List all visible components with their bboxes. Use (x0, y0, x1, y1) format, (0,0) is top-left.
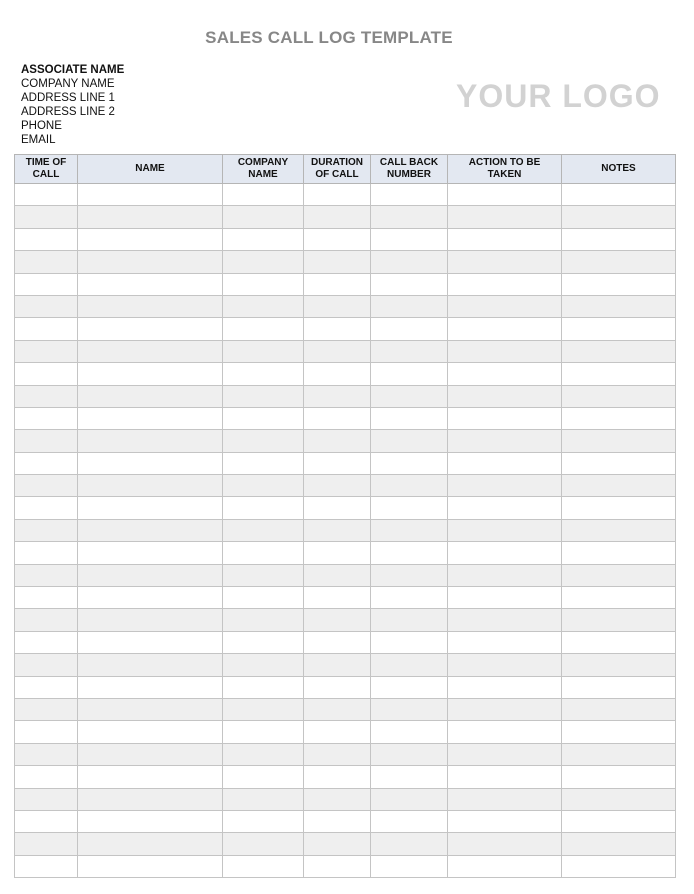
table-cell[interactable] (448, 385, 562, 407)
table-cell[interactable] (448, 340, 562, 362)
column-header-line: CALL (32, 169, 60, 180)
table-cell[interactable] (78, 184, 223, 206)
table-row (15, 497, 676, 519)
table-cell[interactable] (562, 184, 676, 206)
table-row (15, 743, 676, 765)
table-body (15, 184, 676, 878)
table-cell[interactable] (15, 318, 78, 340)
table-cell[interactable] (448, 273, 562, 295)
table-cell[interactable] (448, 475, 562, 497)
table-cell[interactable] (371, 654, 448, 676)
table-cell[interactable] (448, 587, 562, 609)
table-cell[interactable] (223, 228, 304, 250)
table-cell[interactable] (448, 631, 562, 653)
table-cell[interactable] (562, 475, 676, 497)
table-cell[interactable] (223, 206, 304, 228)
table-cell[interactable] (304, 609, 371, 631)
table-cell[interactable] (304, 206, 371, 228)
table-cell[interactable] (15, 766, 78, 788)
table-cell[interactable] (223, 698, 304, 720)
table-cell[interactable] (562, 497, 676, 519)
table-cell[interactable] (78, 407, 223, 429)
table-cell[interactable] (304, 788, 371, 810)
table-cell[interactable] (448, 833, 562, 855)
table-cell[interactable] (562, 855, 676, 877)
column-header-line: NUMBER (387, 169, 431, 180)
table-row (15, 251, 676, 273)
table-cell[interactable] (562, 609, 676, 631)
table-cell[interactable] (448, 766, 562, 788)
table-cell[interactable] (15, 430, 78, 452)
column-header-line: TIME OF (25, 157, 67, 168)
table-cell[interactable] (78, 430, 223, 452)
table-cell[interactable] (78, 340, 223, 362)
column-header (223, 155, 304, 184)
table-cell[interactable] (448, 788, 562, 810)
table-cell[interactable] (371, 385, 448, 407)
table-cell[interactable] (562, 295, 676, 317)
table-cell[interactable] (223, 184, 304, 206)
table-cell[interactable] (371, 587, 448, 609)
table-cell[interactable] (15, 251, 78, 273)
table-cell[interactable] (371, 273, 448, 295)
table-row (15, 385, 676, 407)
table-cell[interactable] (15, 497, 78, 519)
column-header-line: NAME (135, 163, 165, 174)
column-header-line: COMPANY (237, 157, 289, 168)
table-cell[interactable] (15, 452, 78, 474)
table-cell[interactable] (448, 228, 562, 250)
email: EMAIL (21, 134, 56, 146)
table-cell[interactable] (371, 542, 448, 564)
table-cell[interactable] (15, 609, 78, 631)
table-cell[interactable] (78, 475, 223, 497)
table-cell[interactable] (371, 788, 448, 810)
table-cell[interactable] (371, 340, 448, 362)
table-cell[interactable] (15, 385, 78, 407)
column-header-line: NOTES (601, 163, 636, 174)
table-cell[interactable] (562, 654, 676, 676)
table-cell[interactable] (304, 542, 371, 564)
table-cell[interactable] (562, 340, 676, 362)
table-cell[interactable] (304, 340, 371, 362)
table-cell[interactable] (15, 631, 78, 653)
table-cell[interactable] (562, 363, 676, 385)
associate-name: ASSOCIATE NAME (21, 64, 125, 76)
table-cell[interactable] (371, 833, 448, 855)
table-cell[interactable] (562, 430, 676, 452)
table-cell[interactable] (223, 564, 304, 586)
table-cell[interactable] (304, 833, 371, 855)
column-header-line: NAME (248, 169, 278, 180)
column-header (304, 155, 371, 184)
table-cell[interactable] (223, 251, 304, 273)
table-cell[interactable] (371, 631, 448, 653)
table-cell[interactable] (562, 788, 676, 810)
table-cell[interactable] (223, 430, 304, 452)
table-row (15, 206, 676, 228)
table-cell[interactable] (223, 295, 304, 317)
table-cell[interactable] (78, 631, 223, 653)
column-header (78, 155, 223, 184)
table-row (15, 698, 676, 720)
table-cell[interactable] (562, 721, 676, 743)
table-cell[interactable] (562, 228, 676, 250)
table-cell[interactable] (371, 564, 448, 586)
column-header-line: DURATION (310, 157, 364, 168)
table-row (15, 273, 676, 295)
table-cell[interactable] (15, 721, 78, 743)
table-row (15, 519, 676, 541)
table-cell[interactable] (78, 542, 223, 564)
table-cell[interactable] (78, 766, 223, 788)
table-cell[interactable] (15, 363, 78, 385)
table-cell[interactable] (304, 564, 371, 586)
table-cell[interactable] (223, 609, 304, 631)
table-cell[interactable] (448, 251, 562, 273)
table-cell[interactable] (371, 698, 448, 720)
table-cell[interactable] (448, 497, 562, 519)
table-row (15, 609, 676, 631)
table-cell[interactable] (371, 766, 448, 788)
table-cell[interactable] (15, 743, 78, 765)
table-cell[interactable] (223, 452, 304, 474)
table-cell[interactable] (223, 721, 304, 743)
table-cell[interactable] (304, 273, 371, 295)
table-cell[interactable] (371, 609, 448, 631)
table-row (15, 430, 676, 452)
table-cell[interactable] (304, 676, 371, 698)
table-cell[interactable] (15, 542, 78, 564)
column-header (15, 155, 78, 184)
table-row (15, 295, 676, 317)
table-header-row (15, 155, 676, 184)
table-cell[interactable] (448, 184, 562, 206)
table-cell[interactable] (78, 810, 223, 832)
table-cell[interactable] (562, 452, 676, 474)
table-cell[interactable] (15, 340, 78, 362)
column-header (371, 155, 448, 184)
table-cell[interactable] (15, 564, 78, 586)
table-cell[interactable] (15, 475, 78, 497)
table-cell[interactable] (78, 698, 223, 720)
table-cell[interactable] (15, 295, 78, 317)
table-cell[interactable] (78, 743, 223, 765)
table-cell[interactable] (223, 273, 304, 295)
table-cell[interactable] (371, 676, 448, 698)
table-cell[interactable] (223, 363, 304, 385)
table-cell[interactable] (223, 587, 304, 609)
table-cell[interactable] (371, 475, 448, 497)
table-cell[interactable] (304, 810, 371, 832)
table-cell[interactable] (78, 318, 223, 340)
table-cell[interactable] (223, 631, 304, 653)
table-cell[interactable] (304, 407, 371, 429)
table-row (15, 766, 676, 788)
table-cell[interactable] (304, 475, 371, 497)
table-cell[interactable] (15, 698, 78, 720)
table-cell[interactable] (304, 743, 371, 765)
table-cell[interactable] (15, 654, 78, 676)
table-cell[interactable] (448, 676, 562, 698)
table-cell[interactable] (448, 564, 562, 586)
table-cell[interactable] (78, 206, 223, 228)
table-cell[interactable] (448, 654, 562, 676)
table-cell[interactable] (371, 855, 448, 877)
table-cell[interactable] (223, 340, 304, 362)
table-cell[interactable] (371, 251, 448, 273)
table-cell[interactable] (304, 721, 371, 743)
table-cell[interactable] (304, 654, 371, 676)
table-cell[interactable] (562, 273, 676, 295)
table-cell[interactable] (371, 318, 448, 340)
address-line-1: ADDRESS LINE 1 (21, 92, 115, 104)
table-cell[interactable] (562, 676, 676, 698)
table-row (15, 184, 676, 206)
table-cell[interactable] (371, 184, 448, 206)
table-cell[interactable] (78, 273, 223, 295)
table-cell[interactable] (223, 676, 304, 698)
table-cell[interactable] (448, 855, 562, 877)
table-row (15, 407, 676, 429)
table-cell[interactable] (223, 766, 304, 788)
table-cell[interactable] (562, 810, 676, 832)
table-cell[interactable] (448, 609, 562, 631)
table-cell[interactable] (562, 743, 676, 765)
table-cell[interactable] (15, 855, 78, 877)
table-row (15, 228, 676, 250)
table-cell[interactable] (78, 564, 223, 586)
table-cell[interactable] (448, 542, 562, 564)
table-cell[interactable] (304, 228, 371, 250)
table-cell[interactable] (78, 609, 223, 631)
table-cell[interactable] (371, 295, 448, 317)
table-cell[interactable] (448, 407, 562, 429)
table-cell[interactable] (15, 676, 78, 698)
table-cell[interactable] (448, 363, 562, 385)
table-cell[interactable] (371, 452, 448, 474)
table-cell[interactable] (371, 743, 448, 765)
table-cell[interactable] (562, 251, 676, 273)
table-cell[interactable] (562, 385, 676, 407)
table-cell[interactable] (371, 497, 448, 519)
table-cell[interactable] (304, 295, 371, 317)
table-cell[interactable] (448, 452, 562, 474)
table-cell[interactable] (223, 385, 304, 407)
table-cell[interactable] (304, 318, 371, 340)
table-cell[interactable] (562, 206, 676, 228)
table-cell[interactable] (371, 519, 448, 541)
table-cell[interactable] (78, 788, 223, 810)
table-row (15, 564, 676, 586)
table-cell[interactable] (78, 497, 223, 519)
table-cell[interactable] (223, 542, 304, 564)
table-cell[interactable] (448, 810, 562, 832)
table-cell[interactable] (78, 228, 223, 250)
table-cell[interactable] (78, 721, 223, 743)
table-cell[interactable] (78, 519, 223, 541)
page-title: SALES CALL LOG TEMPLATE (205, 28, 453, 47)
table-cell[interactable] (562, 564, 676, 586)
table-cell[interactable] (371, 407, 448, 429)
table-cell[interactable] (15, 788, 78, 810)
table-cell[interactable] (304, 184, 371, 206)
table-row (15, 855, 676, 877)
table-cell[interactable] (15, 184, 78, 206)
table-cell[interactable] (562, 318, 676, 340)
table-cell[interactable] (304, 363, 371, 385)
table-row (15, 340, 676, 362)
column-header-line: ACTION TO BE (468, 157, 541, 168)
table-cell[interactable] (304, 452, 371, 474)
table-cell[interactable] (223, 833, 304, 855)
table-row (15, 363, 676, 385)
phone: PHONE (21, 120, 62, 132)
table-cell[interactable] (562, 519, 676, 541)
table-cell[interactable] (304, 631, 371, 653)
table-cell[interactable] (448, 743, 562, 765)
table-cell[interactable] (304, 519, 371, 541)
table-cell[interactable] (371, 430, 448, 452)
table-cell[interactable] (371, 363, 448, 385)
table-row (15, 833, 676, 855)
table-row (15, 788, 676, 810)
table-cell[interactable] (223, 788, 304, 810)
table-cell[interactable] (78, 363, 223, 385)
table-cell[interactable] (562, 407, 676, 429)
table-cell[interactable] (304, 251, 371, 273)
table-cell[interactable] (562, 833, 676, 855)
table-row (15, 475, 676, 497)
table-cell[interactable] (15, 273, 78, 295)
table-cell[interactable] (304, 430, 371, 452)
table-cell[interactable] (448, 698, 562, 720)
table-cell[interactable] (15, 587, 78, 609)
associate-block (21, 63, 124, 147)
table-row (15, 542, 676, 564)
table-cell[interactable] (78, 587, 223, 609)
table-cell[interactable] (371, 810, 448, 832)
company-name: COMPANY NAME (21, 78, 115, 90)
table-cell[interactable] (223, 810, 304, 832)
table-row (15, 631, 676, 653)
table-cell[interactable] (15, 833, 78, 855)
table-cell[interactable] (78, 295, 223, 317)
table-cell[interactable] (78, 855, 223, 877)
table-row (15, 810, 676, 832)
table-cell[interactable] (223, 318, 304, 340)
table-cell[interactable] (304, 587, 371, 609)
logo-placeholder: YOUR LOGO (456, 78, 661, 114)
column-header-line: OF CALL (315, 169, 359, 180)
column-header (562, 155, 676, 184)
table-cell[interactable] (562, 766, 676, 788)
table-cell[interactable] (304, 385, 371, 407)
table-row (15, 452, 676, 474)
address-line-2: ADDRESS LINE 2 (21, 106, 115, 118)
table-row (15, 676, 676, 698)
table-cell[interactable] (15, 407, 78, 429)
table-cell[interactable] (371, 206, 448, 228)
table-cell[interactable] (448, 295, 562, 317)
table-cell[interactable] (15, 519, 78, 541)
table-cell[interactable] (304, 698, 371, 720)
table-cell[interactable] (78, 251, 223, 273)
table-cell[interactable] (15, 228, 78, 250)
table-cell[interactable] (78, 654, 223, 676)
call-log-table (14, 154, 676, 878)
table-cell[interactable] (78, 452, 223, 474)
table-cell[interactable] (78, 385, 223, 407)
table-cell[interactable] (304, 855, 371, 877)
table-cell[interactable] (78, 676, 223, 698)
table-cell[interactable] (448, 721, 562, 743)
table-cell[interactable] (223, 654, 304, 676)
table-row (15, 318, 676, 340)
table-cell[interactable] (304, 766, 371, 788)
table-cell[interactable] (223, 743, 304, 765)
table-cell[interactable] (78, 833, 223, 855)
column-header-line: CALL BACK (379, 157, 439, 168)
table-cell[interactable] (562, 631, 676, 653)
table-row (15, 721, 676, 743)
table-cell[interactable] (223, 475, 304, 497)
table-cell[interactable] (15, 810, 78, 832)
table-cell[interactable] (562, 698, 676, 720)
table-cell[interactable] (448, 206, 562, 228)
table-cell[interactable] (448, 430, 562, 452)
table-row (15, 587, 676, 609)
table-row (15, 654, 676, 676)
table-cell[interactable] (371, 228, 448, 250)
table-cell[interactable] (448, 519, 562, 541)
table-cell[interactable] (223, 407, 304, 429)
table-cell[interactable] (15, 206, 78, 228)
table-cell[interactable] (304, 497, 371, 519)
table-cell[interactable] (448, 318, 562, 340)
table-cell[interactable] (223, 497, 304, 519)
table-cell[interactable] (562, 587, 676, 609)
column-header-line: TAKEN (487, 169, 522, 180)
table-cell[interactable] (371, 721, 448, 743)
table-cell[interactable] (223, 519, 304, 541)
table-cell[interactable] (223, 855, 304, 877)
table-cell[interactable] (562, 542, 676, 564)
column-header (448, 155, 562, 184)
